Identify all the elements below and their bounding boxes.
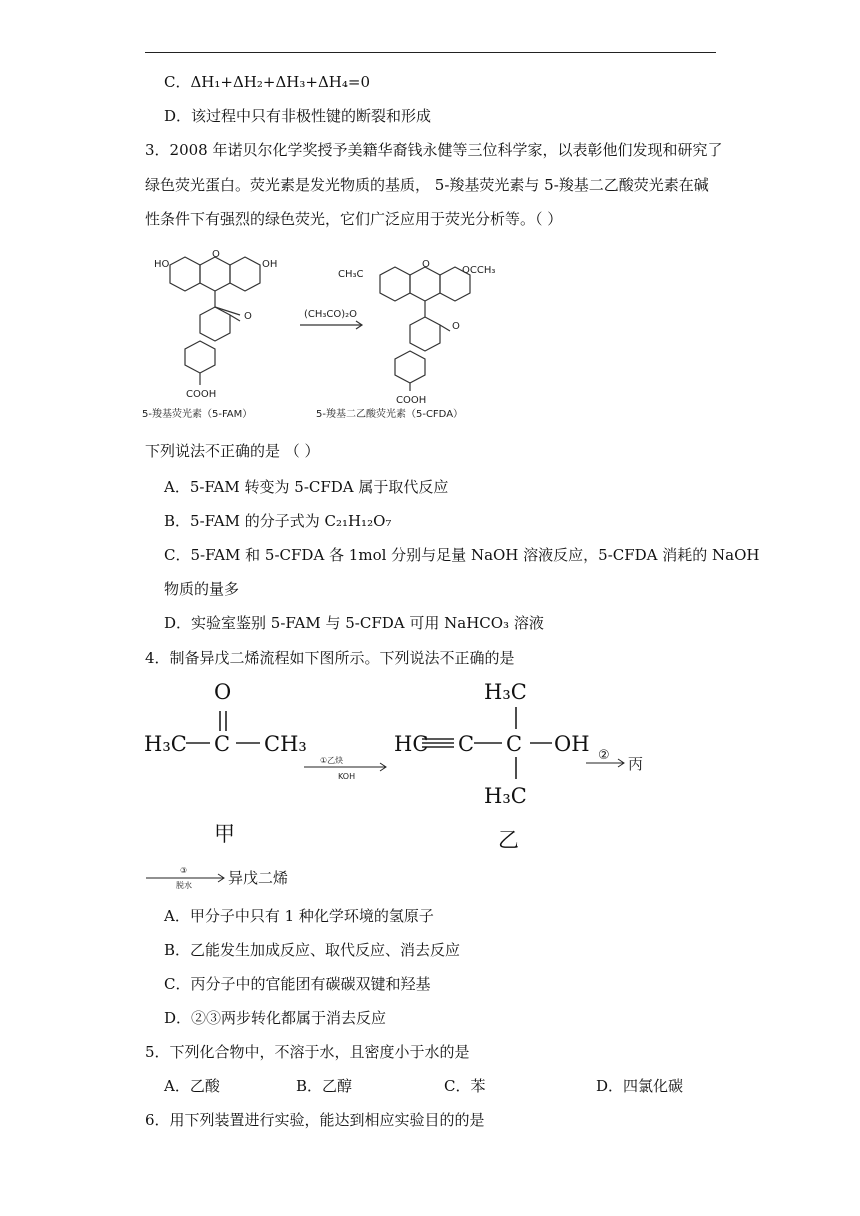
step3-condition: 脱水 [176,881,192,890]
q4-reaction-figure [140,675,660,855]
header-rule [145,52,716,53]
q5-stem: 5．下列化合物中，不溶于水，且密度小于水的是 [145,1043,470,1061]
yi-oh-label: OH [554,732,590,756]
q2-option-c: C．ΔH₁+ΔH₂+ΔH₃+ΔH₄=0 [164,73,371,91]
q4-option-a: A．甲分子中只有 1 种化学环境的氢原子 [164,907,434,925]
yi-h3c-bottom-label: H₃C [484,784,527,808]
q4-stem: 4．制备异戊二烯流程如下图所示。下列说法不正确的是 [145,649,515,667]
cfda-occh3-label: OCCH₃ [462,265,496,276]
bing-label: 丙 [628,755,644,773]
step3-label: ③ [180,866,188,875]
fam-oh-label: OH [262,259,278,270]
q6-stem: 6．用下列装置进行实验，能达到相应实验目的的是 [145,1111,485,1129]
q5-option-b: B．乙醇 [296,1077,353,1095]
q5-option-a: A．乙酸 [164,1077,220,1095]
jia-ch3-label: CH₃ [264,732,307,756]
jia-h3c-label: H₃C [144,732,187,756]
isoprene-label: 异戊二烯 [228,869,289,887]
reagent-label: (CH₃CO)₂O [304,309,358,320]
yi-c2-label: C [506,732,523,756]
cfda-ch3c-label: CH₃C [338,269,364,280]
q3-stem-line2: 绿色荧光蛋白。荧光素是发光物质的基质， 5-羧基荧光素与 5-羧基二乙酸荧光素在碱 [145,176,709,194]
q5-option-c: C．苯 [444,1077,486,1095]
q4-step3-arrow [140,862,360,892]
cfda-o-lactone-label: O [452,321,460,332]
cfda-o-ring-label: O [422,259,430,270]
fam-o-lactone-label: O [244,311,252,322]
q3-stem-line1: 3．2008 年诺贝尔化学奖授予美籍华裔钱永健等三位科学家，以表彰他们发现和研究了 [145,141,723,159]
fam-o-ring-label: O [212,249,220,260]
fam-ho-label: HO [154,259,170,270]
step1-catalyst: KOH [338,772,356,781]
q3-option-c-line1: C．5-FAM 和 5-CFDA 各 1mol 分别与足量 NaOH 溶液反应，5-CFDA 消耗的 NaOH [164,546,760,564]
q5-option-d: D．四氯化碳 [596,1077,684,1095]
q4-option-c: C．丙分子中的官能团有碳碳双键和羟基 [164,975,431,993]
q3-fluorescein-figure [140,245,496,425]
yi-h3c-top-label: H₃C [484,680,527,704]
yi-c1-label: C [458,732,475,756]
q3-stem-line3: 性条件下有强烈的绿色荧光，它们广泛应用于荧光分析等。（ ） [145,210,563,228]
yi-hc-label: HC [394,732,429,756]
step2-label: ② [598,748,610,763]
fam-cooh-label: COOH [186,389,217,400]
cfda-cooh-label: COOH [396,395,427,406]
jia-label: 甲 [214,822,235,846]
q4-option-d: D．②③两步转化都属于消去反应 [164,1009,387,1027]
fam-caption: 5-羧基荧光素（5-FAM） [142,409,253,420]
q3-option-b: B．5-FAM 的分子式为 C₂₁H₁₂O₇ [164,512,392,530]
q3-option-c-line2: 物质的量多 [164,580,240,598]
cfda-caption: 5-羧基二乙酸荧光素（5-CFDA） [316,409,464,420]
q3-option-a: A．5-FAM 转变为 5-CFDA 属于取代反应 [164,478,449,496]
jia-o-label: O [214,680,232,704]
q3-option-d: D．实验室鉴别 5-FAM 与 5-CFDA 可用 NaHCO₃ 溶液 [164,614,544,632]
yi-label: 乙 [498,828,519,852]
jia-c-label: C [214,732,231,756]
q4-option-b: B．乙能发生加成反应、取代反应、消去反应 [164,941,461,959]
step1-reagent: ①乙炔 [320,756,344,765]
q3-question: 下列说法不正确的是 （ ） [145,442,320,460]
q2-option-d: D．该过程中只有非极性键的断裂和形成 [164,107,432,125]
